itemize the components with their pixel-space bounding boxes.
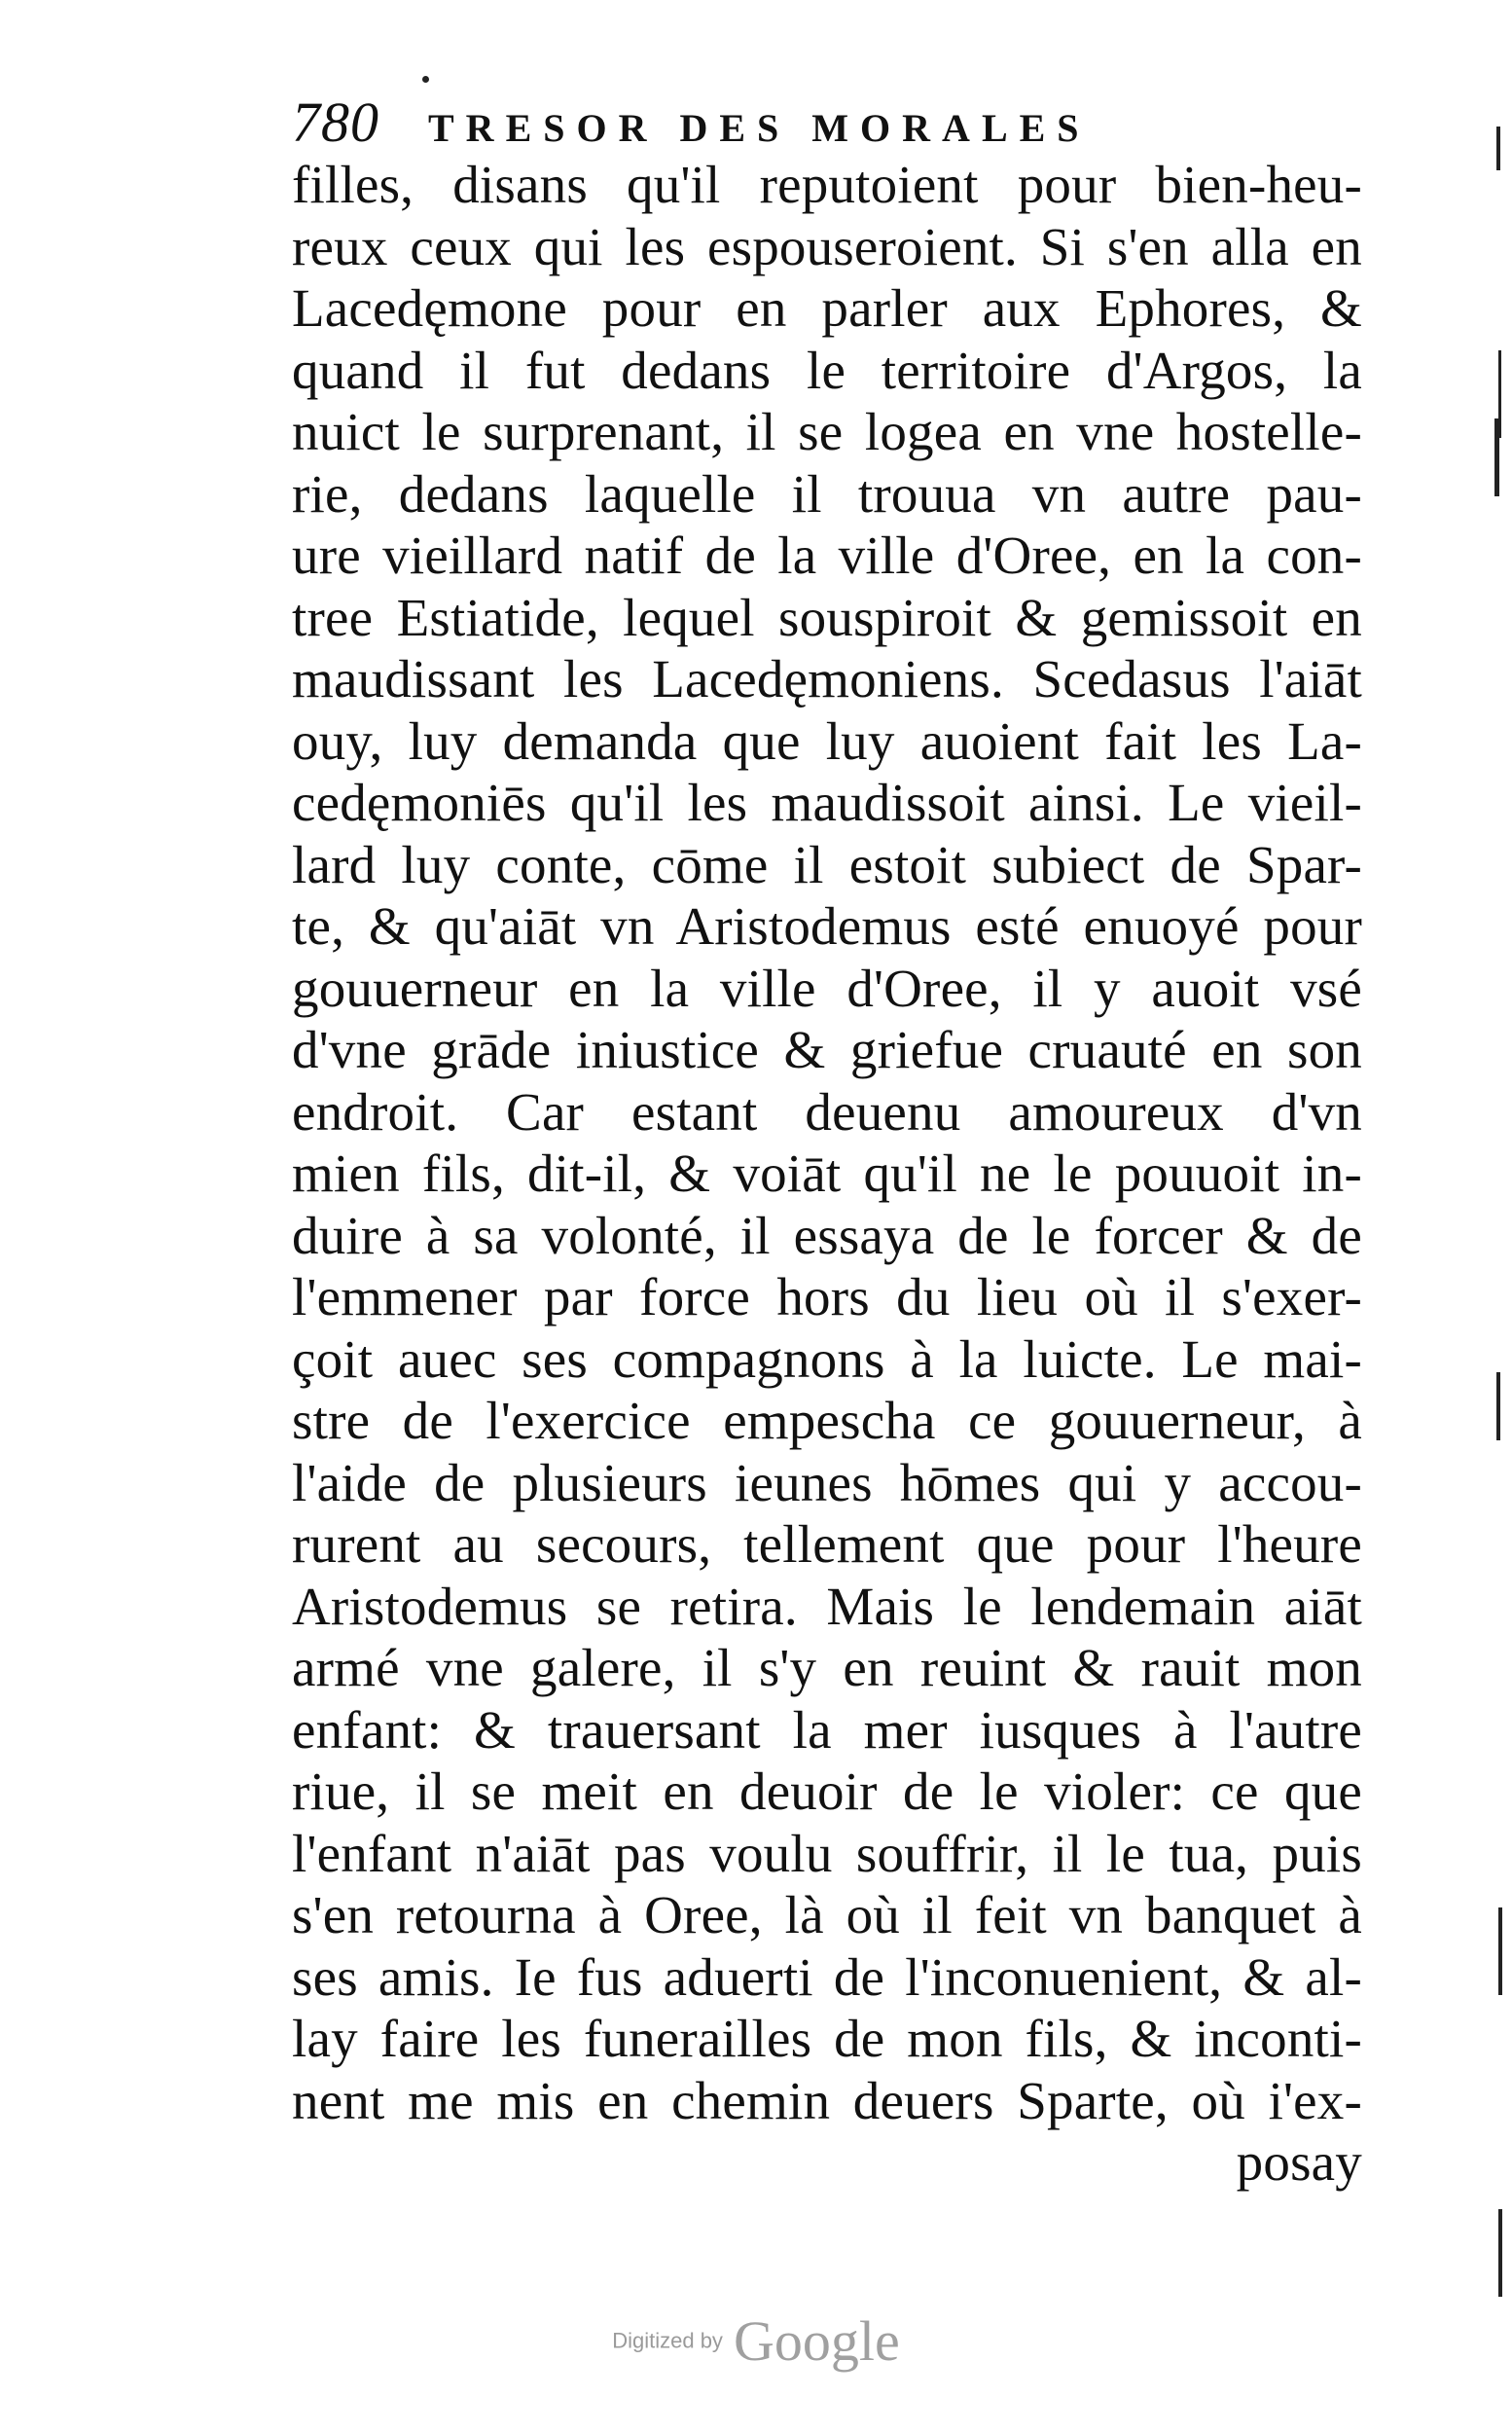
text-line: te, & qu'aiāt vn Aristodemus esté enuoyé pour (292, 896, 1362, 956)
text-line: Lacedęmone pour en parler aux Ephores, & (292, 278, 1362, 338)
catchword: posay (1236, 2132, 1362, 2192)
text-line: duire à sa volonté, il essaya de le forcer & de (292, 1205, 1362, 1265)
text-line: Aristodemus se retira. Mais le lendemain aiāt (292, 1576, 1362, 1636)
text-line: rurent au secours, tellement que pour l'heure (292, 1514, 1362, 1574)
text-line: rie, dedans laquelle il trouua vn autre pau- (292, 463, 1362, 524)
scan-dot (422, 76, 429, 83)
text-line: filles, disans qu'il reputoient pour bien-heu- (292, 155, 1362, 214)
text-line: nuict le surprenant, il se logea en vne hostelle- (292, 402, 1362, 461)
text-line: nent me mis en chemin deuers Sparte, où i'ex- (292, 2070, 1362, 2130)
text-line: lay faire les funerailles de mon fils, & inconti- (292, 2009, 1362, 2068)
google-logo: Google (734, 2309, 900, 2373)
running-title: TRESOR DES MORALES (428, 106, 1091, 150)
text-line: quand il fut dedans le territoire d'Argos, la (292, 340, 1362, 400)
text-line: mien fils, dit-il, & voiāt qu'il ne le pouuoit in- (292, 1144, 1362, 1203)
scan-edge-mark (1494, 418, 1499, 496)
scan-edge-mark (1498, 1907, 1502, 1995)
text-line: ure vieillard natif de la ville d'Oree, en la con- (292, 526, 1362, 585)
digitized-label: Digitized by (612, 2328, 723, 2353)
text-line: enfant: & trauersant la mer iusques à l'autre (292, 1699, 1362, 1760)
body-text (292, 154, 1362, 2194)
digitized-watermark (0, 2308, 1512, 2374)
page-number: 780 (292, 91, 379, 154)
scan-edge-mark (1496, 1372, 1500, 1440)
text-line: riue, il se meit en deuoir de le violer: ce que (292, 1761, 1362, 1821)
text-line: d'vne grāde iniustice & griefue cruauté en son (292, 1020, 1362, 1079)
text-line: maudissant les Lacedęmoniens. Scedasus l'aiāt (292, 649, 1362, 708)
text-line: ses amis. Ie fus aduerti de l'inconuenient, & al- (292, 1946, 1362, 2007)
text-line: tree Estiatide, lequel souspiroit & gemissoit en (292, 587, 1362, 647)
text-line: l'aide de plusieurs ieunes hōmes qui y accou- (292, 1452, 1362, 1512)
text-line: gouuerneur en la ville d'Oree, il y auoit vsé (292, 958, 1362, 1018)
text-line: ouy, luy demanda que luy auoient fait les La- (292, 710, 1362, 771)
scan-edge-mark (1496, 127, 1500, 170)
text-line: lard luy conte, cōme il estoit subiect de Spar- (292, 834, 1362, 894)
text-line: çoit auec ses compagnons à la luicte. Le mai- (292, 1328, 1362, 1389)
scan-edge-mark (1498, 2209, 1502, 2297)
text-line: s'en retourna à Oree, là où il feit vn banquet à (292, 1885, 1362, 1944)
text-line: stre de l'exercice empescha ce gouuerneur, à (292, 1391, 1362, 1450)
text-line: cedęmoniēs qu'il les maudissoit ainsi. Le vieil- (292, 773, 1362, 832)
text-line: l'enfant n'aiāt pas voulu souffrir, il le tua, puis (292, 1823, 1362, 1883)
text-line: endroit. Car estant deuenu amoureux d'vn (292, 1081, 1362, 1142)
text-line: reux ceux qui les espouseroient. Si s'en alla en (292, 216, 1362, 276)
text-line: armé vne galere, il s'y en reuint & rauit mon (292, 1638, 1362, 1697)
text-line: l'emmener par force hors du lieu où il s'exer- (292, 1267, 1362, 1326)
